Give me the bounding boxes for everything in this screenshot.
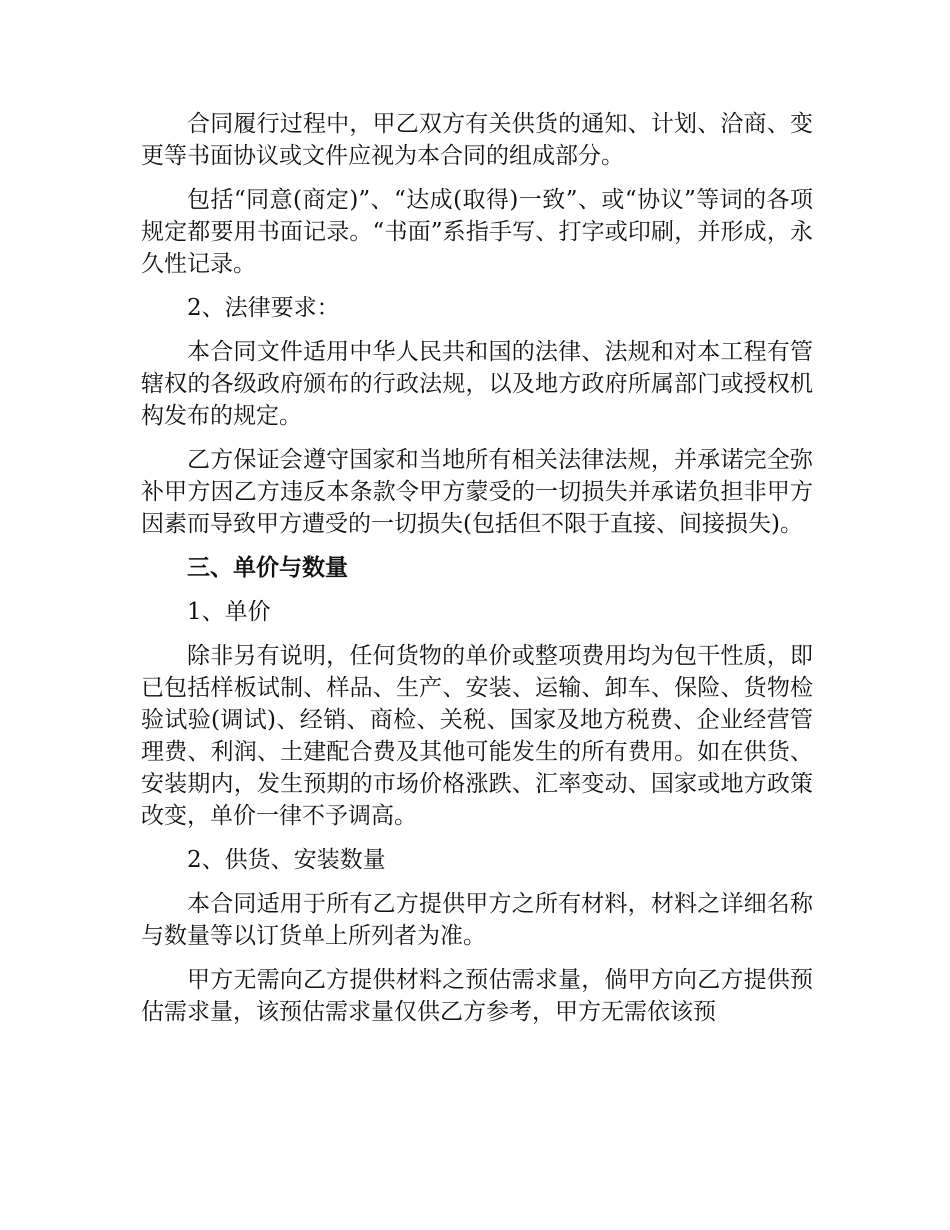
paragraph-unit-price-terms: 除非另有说明，任何货物的单价或整项费用均为包干性质，即已包括样板试制、样品、生产、安装、运输、卸车、保险、货物检验试验(调试)、经销、商检、关税、国家及地方税费、企业经营管理费、利润、土建配合费及其他可能发生的所有费用。如在供货、安装期内，发生预期的市场价格涨跌、汇率变动、国家或地方政策改变，单价一律不予调高。 [141,643,813,829]
paragraph-estimated-demand: 甲方无需向乙方提供材料之预估需求量，倘甲方向乙方提供预估需求量，该预估需求量仅供乙方参考，甲方无需依该预 [141,967,813,1025]
subheading-supply-quantity: 2、供货、安装数量 [187,847,386,873]
subheading-unit-price: 1、单价 [187,599,271,625]
section-heading-price-quantity: 三、单价与数量 [187,554,348,581]
paragraph-change-agreements: 合同履行过程中，甲乙双方有关供货的通知、计划、洽商、变更等书面协议或文件应视为本合同的组成部分。 [141,111,813,169]
paragraph-compliance-guarantee: 乙方保证会遵守国家和当地所有相关法律法规，并承诺完全弥补甲方因乙方违反本条款令甲方蒙受的一切损失并承诺负担非甲方因素而导致甲方遭受的一切损失(包括但不限于直接、间接损失)。 [141,447,813,537]
paragraph-materials-scope: 本合同适用于所有乙方提供甲方之所有材料，材料之详细名称与数量等以订货单上所列者为准。 [141,891,813,949]
paragraph-applicable-law: 本合同文件适用中华人民共和国的法律、法规和对本工程有管辖权的各级政府颁布的行政法规，以及地方政府所属部门或授权机构发布的规定。 [141,339,813,429]
subheading-legal-requirements: 2、法律要求： [187,295,340,321]
document-body [141,108,813,1028]
paragraph-written-record: 包括“同意(商定)”、“达成(取得)一致”、或“协议”等词的各项规定都要用书面记录。“书面”系指手写、打字或印刷，并形成，永久性记录。 [141,187,813,277]
